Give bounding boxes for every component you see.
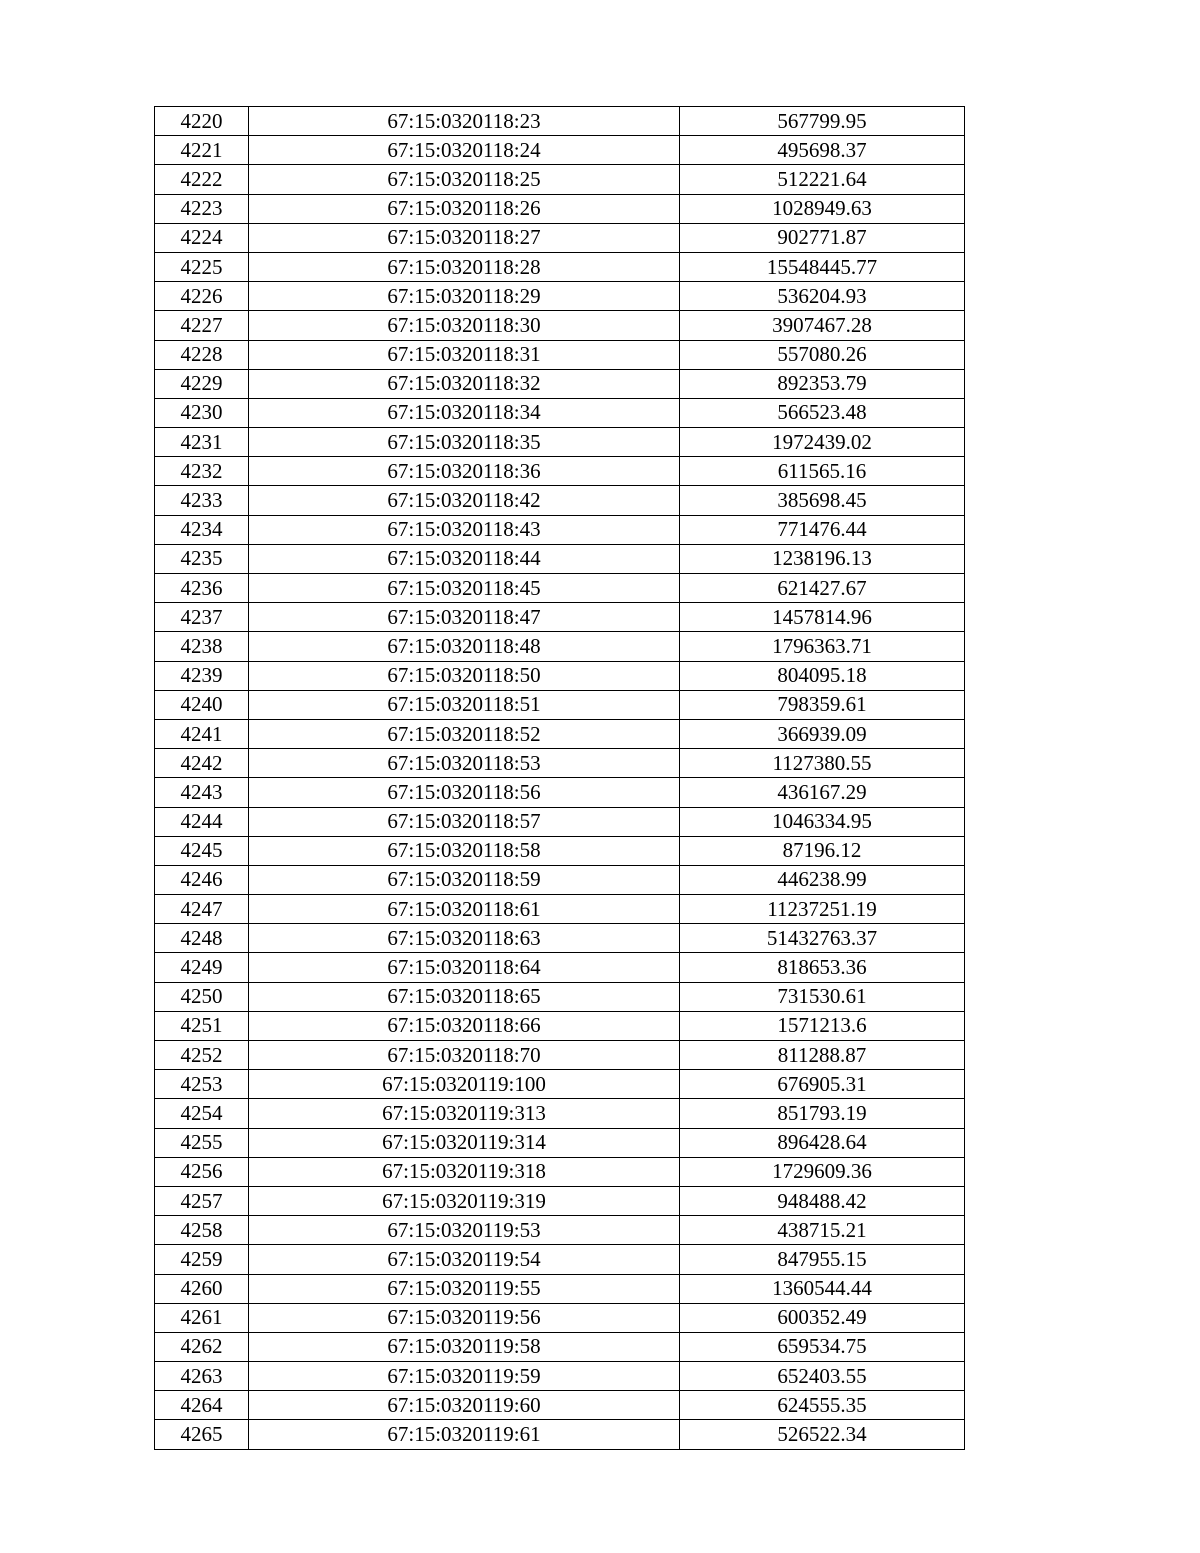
table-row	[155, 340, 965, 369]
table-row	[155, 107, 965, 136]
cadastral-value-table	[154, 106, 965, 1450]
table-row	[155, 690, 965, 719]
row-number-cell: 4256	[155, 1157, 249, 1186]
value-cell: 51432763.37	[680, 924, 965, 953]
table-row	[155, 194, 965, 223]
table-row	[155, 1011, 965, 1040]
row-number-cell: 4255	[155, 1128, 249, 1157]
row-number-cell: 4246	[155, 865, 249, 894]
value-cell: 851793.19	[680, 1099, 965, 1128]
value-cell: 366939.09	[680, 719, 965, 748]
row-number-cell: 4226	[155, 282, 249, 311]
cadastral-number-cell: 67:15:0320119:59	[249, 1362, 680, 1391]
cadastral-number-cell: 67:15:0320118:30	[249, 311, 680, 340]
table-row	[155, 1099, 965, 1128]
value-cell: 1729609.36	[680, 1157, 965, 1186]
cadastral-number-cell: 67:15:0320119:313	[249, 1099, 680, 1128]
row-number-cell: 4225	[155, 252, 249, 281]
cadastral-number-cell: 67:15:0320118:53	[249, 749, 680, 778]
table-body	[155, 107, 965, 1450]
row-number-cell: 4232	[155, 457, 249, 486]
cadastral-number-cell: 67:15:0320119:60	[249, 1391, 680, 1420]
value-cell: 811288.87	[680, 1041, 965, 1070]
table-row	[155, 1274, 965, 1303]
row-number-cell: 4234	[155, 515, 249, 544]
table-row	[155, 252, 965, 281]
row-number-cell: 4240	[155, 690, 249, 719]
cadastral-number-cell: 67:15:0320118:64	[249, 953, 680, 982]
row-number-cell: 4258	[155, 1216, 249, 1245]
cadastral-number-cell: 67:15:0320118:56	[249, 778, 680, 807]
table-row	[155, 544, 965, 573]
row-number-cell: 4236	[155, 574, 249, 603]
cadastral-number-cell: 67:15:0320118:36	[249, 457, 680, 486]
value-cell: 771476.44	[680, 515, 965, 544]
table-row	[155, 1128, 965, 1157]
row-number-cell: 4241	[155, 719, 249, 748]
row-number-cell: 4253	[155, 1070, 249, 1099]
value-cell: 1571213.6	[680, 1011, 965, 1040]
value-cell: 1360544.44	[680, 1274, 965, 1303]
cadastral-number-cell: 67:15:0320118:66	[249, 1011, 680, 1040]
value-cell: 1127380.55	[680, 749, 965, 778]
row-number-cell: 4220	[155, 107, 249, 136]
cadastral-number-cell: 67:15:0320118:26	[249, 194, 680, 223]
value-cell: 1238196.13	[680, 544, 965, 573]
row-number-cell: 4252	[155, 1041, 249, 1070]
row-number-cell: 4228	[155, 340, 249, 369]
cadastral-number-cell: 67:15:0320118:44	[249, 544, 680, 573]
value-cell: 731530.61	[680, 982, 965, 1011]
table-row	[155, 749, 965, 778]
cadastral-number-cell: 67:15:0320118:24	[249, 136, 680, 165]
row-number-cell: 4250	[155, 982, 249, 1011]
cadastral-number-cell: 67:15:0320118:27	[249, 223, 680, 252]
table-row	[155, 1420, 965, 1449]
cadastral-number-cell: 67:15:0320118:52	[249, 719, 680, 748]
value-cell: 902771.87	[680, 223, 965, 252]
row-number-cell: 4222	[155, 165, 249, 194]
table-row	[155, 719, 965, 748]
value-cell: 892353.79	[680, 369, 965, 398]
cadastral-number-cell: 67:15:0320118:35	[249, 428, 680, 457]
value-cell: 948488.42	[680, 1186, 965, 1215]
table-row	[155, 895, 965, 924]
value-cell: 566523.48	[680, 398, 965, 427]
cadastral-number-cell: 67:15:0320119:61	[249, 1420, 680, 1449]
row-number-cell: 4242	[155, 749, 249, 778]
row-number-cell: 4261	[155, 1303, 249, 1332]
table-row	[155, 311, 965, 340]
table-row	[155, 982, 965, 1011]
value-cell: 798359.61	[680, 690, 965, 719]
row-number-cell: 4244	[155, 807, 249, 836]
table-row	[155, 165, 965, 194]
cadastral-number-cell: 67:15:0320118:63	[249, 924, 680, 953]
table-row	[155, 1245, 965, 1274]
value-cell: 611565.16	[680, 457, 965, 486]
value-cell: 1046334.95	[680, 807, 965, 836]
value-cell: 567799.95	[680, 107, 965, 136]
row-number-cell: 4231	[155, 428, 249, 457]
value-cell: 676905.31	[680, 1070, 965, 1099]
cadastral-number-cell: 67:15:0320118:65	[249, 982, 680, 1011]
cadastral-number-cell: 67:15:0320118:57	[249, 807, 680, 836]
value-cell: 624555.35	[680, 1391, 965, 1420]
table-row	[155, 457, 965, 486]
table-row	[155, 1303, 965, 1332]
row-number-cell: 4224	[155, 223, 249, 252]
table-row	[155, 1041, 965, 1070]
value-cell: 536204.93	[680, 282, 965, 311]
table-row	[155, 1157, 965, 1186]
row-number-cell: 4251	[155, 1011, 249, 1040]
row-number-cell: 4235	[155, 544, 249, 573]
value-cell: 446238.99	[680, 865, 965, 894]
cadastral-number-cell: 67:15:0320119:55	[249, 1274, 680, 1303]
table-row	[155, 632, 965, 661]
cadastral-number-cell: 67:15:0320118:47	[249, 603, 680, 632]
table-row	[155, 603, 965, 632]
value-cell: 652403.55	[680, 1362, 965, 1391]
row-number-cell: 4249	[155, 953, 249, 982]
value-cell: 1028949.63	[680, 194, 965, 223]
cadastral-number-cell: 67:15:0320119:56	[249, 1303, 680, 1332]
cadastral-number-cell: 67:15:0320119:314	[249, 1128, 680, 1157]
table-row	[155, 515, 965, 544]
table-row	[155, 369, 965, 398]
row-number-cell: 4223	[155, 194, 249, 223]
value-cell: 512221.64	[680, 165, 965, 194]
row-number-cell: 4257	[155, 1186, 249, 1215]
cadastral-number-cell: 67:15:0320118:50	[249, 661, 680, 690]
row-number-cell: 4254	[155, 1099, 249, 1128]
cadastral-number-cell: 67:15:0320118:43	[249, 515, 680, 544]
cadastral-number-cell: 67:15:0320118:42	[249, 486, 680, 515]
row-number-cell: 4265	[155, 1420, 249, 1449]
cadastral-number-cell: 67:15:0320119:58	[249, 1332, 680, 1361]
table-row	[155, 398, 965, 427]
cadastral-number-cell: 67:15:0320118:25	[249, 165, 680, 194]
cadastral-number-cell: 67:15:0320118:31	[249, 340, 680, 369]
cadastral-number-cell: 67:15:0320118:51	[249, 690, 680, 719]
value-cell: 526522.34	[680, 1420, 965, 1449]
table-row	[155, 1391, 965, 1420]
table-row	[155, 1332, 965, 1361]
cadastral-number-cell: 67:15:0320119:318	[249, 1157, 680, 1186]
table-row	[155, 1362, 965, 1391]
row-number-cell: 4243	[155, 778, 249, 807]
table-row	[155, 574, 965, 603]
value-cell: 1457814.96	[680, 603, 965, 632]
row-number-cell: 4230	[155, 398, 249, 427]
cadastral-number-cell: 67:15:0320118:34	[249, 398, 680, 427]
cadastral-number-cell: 67:15:0320118:28	[249, 252, 680, 281]
table-row	[155, 136, 965, 165]
value-cell: 818653.36	[680, 953, 965, 982]
table-row	[155, 282, 965, 311]
row-number-cell: 4238	[155, 632, 249, 661]
table-row	[155, 836, 965, 865]
row-number-cell: 4262	[155, 1332, 249, 1361]
cadastral-number-cell: 67:15:0320119:319	[249, 1186, 680, 1215]
value-cell: 436167.29	[680, 778, 965, 807]
table-row	[155, 486, 965, 515]
table-row	[155, 661, 965, 690]
table-row	[155, 1070, 965, 1099]
cadastral-number-cell: 67:15:0320119:54	[249, 1245, 680, 1274]
row-number-cell: 4264	[155, 1391, 249, 1420]
cadastral-number-cell: 67:15:0320118:58	[249, 836, 680, 865]
row-number-cell: 4247	[155, 895, 249, 924]
table-row	[155, 223, 965, 252]
table-row	[155, 807, 965, 836]
row-number-cell: 4263	[155, 1362, 249, 1391]
row-number-cell: 4260	[155, 1274, 249, 1303]
row-number-cell: 4221	[155, 136, 249, 165]
row-number-cell: 4248	[155, 924, 249, 953]
cadastral-number-cell: 67:15:0320118:59	[249, 865, 680, 894]
value-cell: 659534.75	[680, 1332, 965, 1361]
value-cell: 1972439.02	[680, 428, 965, 457]
value-cell: 495698.37	[680, 136, 965, 165]
table-row	[155, 428, 965, 457]
cadastral-number-cell: 67:15:0320118:48	[249, 632, 680, 661]
table-row	[155, 865, 965, 894]
cadastral-number-cell: 67:15:0320118:70	[249, 1041, 680, 1070]
value-cell: 385698.45	[680, 486, 965, 515]
row-number-cell: 4245	[155, 836, 249, 865]
value-cell: 896428.64	[680, 1128, 965, 1157]
row-number-cell: 4259	[155, 1245, 249, 1274]
value-cell: 804095.18	[680, 661, 965, 690]
cadastral-number-cell: 67:15:0320119:100	[249, 1070, 680, 1099]
table-row	[155, 953, 965, 982]
cadastral-number-cell: 67:15:0320118:29	[249, 282, 680, 311]
table-row	[155, 924, 965, 953]
cadastral-number-cell: 67:15:0320118:23	[249, 107, 680, 136]
cadastral-number-cell: 67:15:0320118:61	[249, 895, 680, 924]
value-cell: 621427.67	[680, 574, 965, 603]
row-number-cell: 4229	[155, 369, 249, 398]
value-cell: 557080.26	[680, 340, 965, 369]
value-cell: 11237251.19	[680, 895, 965, 924]
cadastral-number-cell: 67:15:0320119:53	[249, 1216, 680, 1245]
row-number-cell: 4227	[155, 311, 249, 340]
value-cell: 438715.21	[680, 1216, 965, 1245]
table-row	[155, 778, 965, 807]
value-cell: 3907467.28	[680, 311, 965, 340]
value-cell: 15548445.77	[680, 252, 965, 281]
row-number-cell: 4237	[155, 603, 249, 632]
table-row	[155, 1216, 965, 1245]
cadastral-number-cell: 67:15:0320118:32	[249, 369, 680, 398]
cadastral-number-cell: 67:15:0320118:45	[249, 574, 680, 603]
value-cell: 87196.12	[680, 836, 965, 865]
value-cell: 1796363.71	[680, 632, 965, 661]
row-number-cell: 4233	[155, 486, 249, 515]
value-cell: 600352.49	[680, 1303, 965, 1332]
value-cell: 847955.15	[680, 1245, 965, 1274]
row-number-cell: 4239	[155, 661, 249, 690]
table-row	[155, 1186, 965, 1215]
